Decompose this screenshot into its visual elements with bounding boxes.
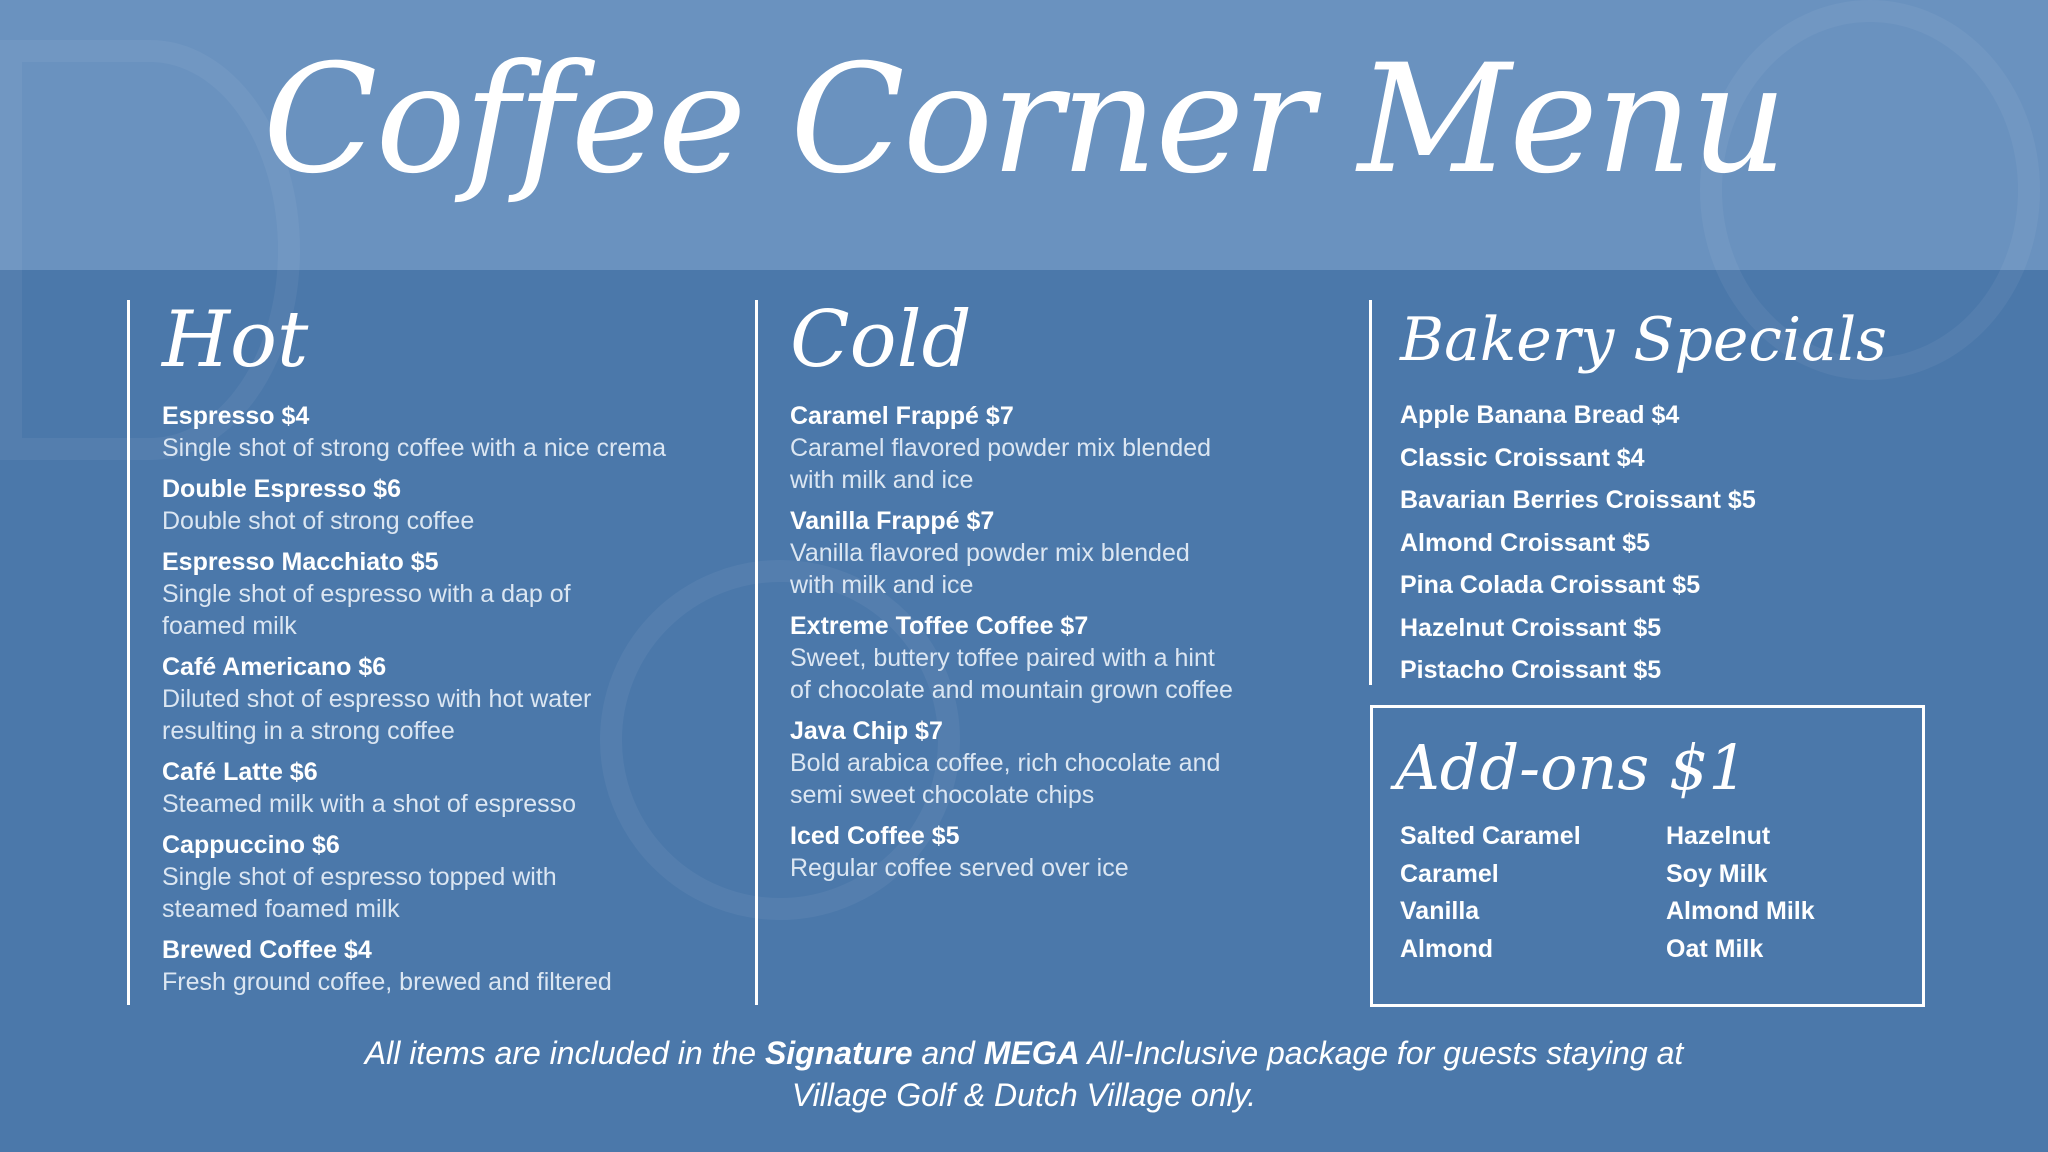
section-heading: Cold xyxy=(790,295,972,385)
item-description: Single shot of strong coffee with a nice crema xyxy=(162,434,666,462)
cold-section xyxy=(790,290,1360,893)
item-description: Vanilla flavored powder mix blended xyxy=(790,539,1190,567)
addon-item: Vanilla xyxy=(1400,897,1480,925)
item-description: with milk and ice xyxy=(790,571,974,599)
item-name: Brewed Coffee $4 xyxy=(162,936,372,964)
item-description: of chocolate and mountain grown coffee xyxy=(790,676,1233,704)
bakery-item: Bavarian Berries Croissant $5 xyxy=(1400,486,1756,514)
addon-item: Almond xyxy=(1400,934,1494,963)
item-name: Cappuccino $6 xyxy=(162,831,340,859)
menu-item xyxy=(162,546,752,642)
addon-item: Oat Milk xyxy=(1666,934,1764,963)
menu-item xyxy=(790,610,1360,706)
item-name: Caramel Frappé $7 xyxy=(790,402,1014,430)
footer-line2: Village Golf & Dutch Village only. xyxy=(791,1077,1257,1113)
menu-item xyxy=(790,400,1360,496)
item-name: Java Chip $7 xyxy=(790,717,943,745)
addons-heading: Add-ons $1 xyxy=(1395,731,1748,804)
addon-item: Soy Milk xyxy=(1666,859,1768,888)
bakery-item: Pina Colada Croissant $5 xyxy=(1400,571,1701,599)
menu-item xyxy=(790,715,1360,811)
item-name: Double Espresso $6 xyxy=(162,475,401,503)
item-description: Diluted shot of espresso with hot water xyxy=(162,685,592,713)
menu-item xyxy=(162,756,752,820)
column-divider xyxy=(1369,300,1372,685)
page-title: Coffee Corner Menu xyxy=(262,33,1786,207)
menu-item xyxy=(790,820,1360,884)
menu-item xyxy=(162,400,752,464)
item-name: Iced Coffee $5 xyxy=(790,822,960,850)
addon-item: Hazelnut xyxy=(1666,822,1771,850)
menu-item xyxy=(162,934,752,998)
bakery-item: Apple Banana Bread $4 xyxy=(1400,401,1680,429)
item-name: Extreme Toffee Coffee $7 xyxy=(790,612,1089,640)
addon-item: Almond Milk xyxy=(1666,897,1815,925)
footer-text: All-Inclusive package for guests staying at xyxy=(1079,1035,1684,1071)
column-divider xyxy=(755,300,758,1005)
section-heading: Bakery Specials xyxy=(1400,305,1887,375)
item-name: Café Latte $6 xyxy=(162,758,318,786)
bakery-item: Hazelnut Croissant $5 xyxy=(1400,613,1662,642)
menu-item xyxy=(162,829,752,925)
item-description: Regular coffee served over ice xyxy=(790,854,1129,882)
item-description: Double shot of strong coffee xyxy=(162,507,475,535)
item-name: Vanilla Frappé $7 xyxy=(790,507,995,535)
bakery-item: Pistacho Croissant $5 xyxy=(1400,656,1662,684)
menu-item xyxy=(790,505,1360,601)
column-divider xyxy=(127,300,130,1005)
menu-item xyxy=(162,651,752,747)
item-description: resulting in a strong coffee xyxy=(162,717,455,745)
addons-box xyxy=(1370,705,1925,1007)
item-description: Steamed milk with a shot of espresso xyxy=(162,790,577,818)
item-name: Espresso Macchiato $5 xyxy=(162,548,439,576)
item-name: Espresso $4 xyxy=(162,402,310,430)
footer-mega: MEGA xyxy=(983,1035,1080,1071)
addon-item: Caramel xyxy=(1400,859,1499,888)
bakery-section xyxy=(1400,290,2000,692)
addon-item: Salted Caramel xyxy=(1400,822,1581,850)
item-description: with milk and ice xyxy=(790,466,974,494)
bakery-item: Almond Croissant $5 xyxy=(1400,528,1651,557)
item-description: Single shot of espresso topped with xyxy=(162,863,557,891)
footer-signature: Signature xyxy=(764,1035,913,1071)
item-description: Fresh ground coffee, brewed and filtered xyxy=(162,968,612,996)
bakery-item: Classic Croissant $4 xyxy=(1400,443,1645,472)
footer-note xyxy=(24,1032,2024,1116)
item-description: steamed foamed milk xyxy=(162,895,400,923)
item-description: Caramel flavored powder mix blended xyxy=(790,434,1212,462)
footer-text: All items are included in the xyxy=(364,1035,765,1071)
item-description: semi sweet chocolate chips xyxy=(790,781,1095,809)
hot-section xyxy=(162,290,752,1007)
footer-text: and xyxy=(912,1035,984,1071)
item-description: Single shot of espresso with a dap of xyxy=(162,580,571,608)
menu-item xyxy=(162,473,752,537)
section-heading: Hot xyxy=(162,295,309,385)
item-description: Bold arabica coffee, rich chocolate and xyxy=(790,749,1221,777)
item-description: Sweet, buttery toffee paired with a hint xyxy=(790,644,1215,672)
item-description: foamed milk xyxy=(162,612,297,640)
item-name: Café Americano $6 xyxy=(162,653,387,681)
